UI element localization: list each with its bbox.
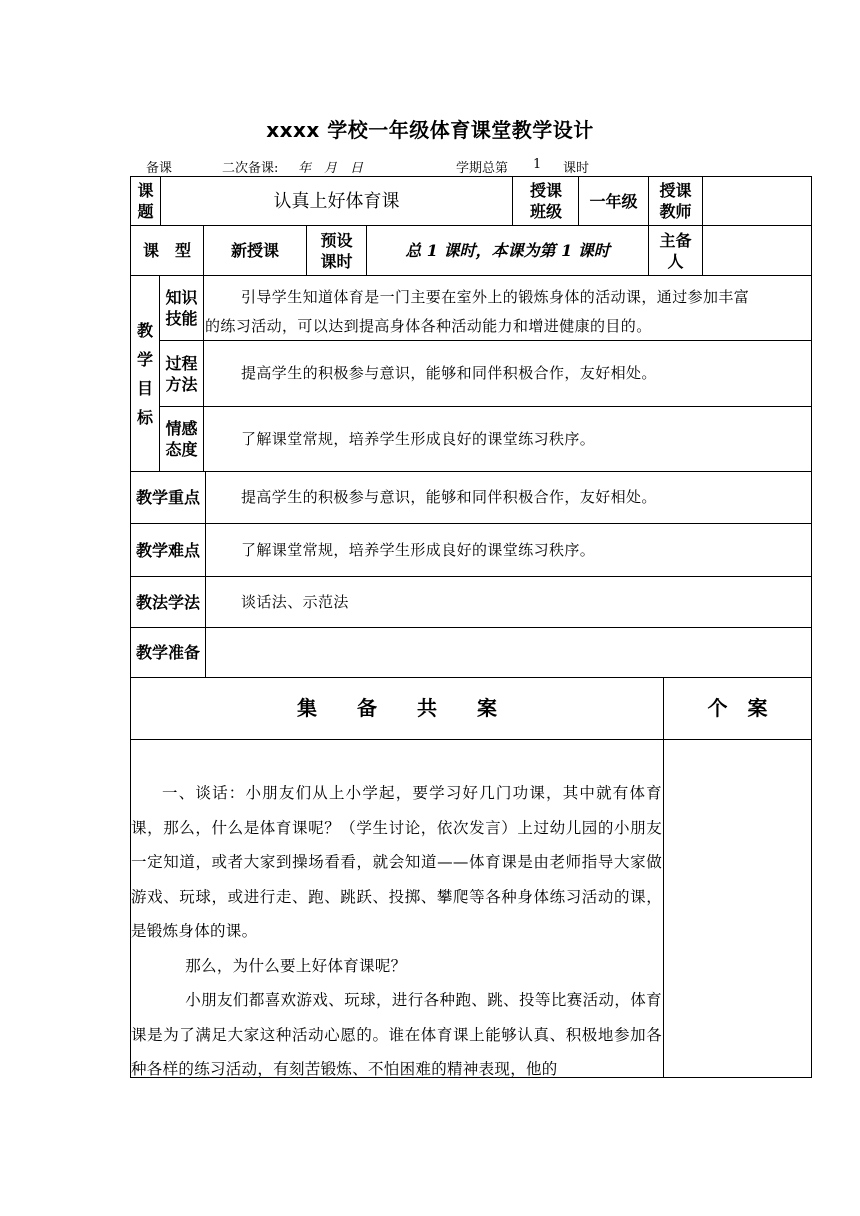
preparation-label: 教学准备 (135, 643, 200, 662)
methods-text: 谈话法、示范法 (241, 592, 349, 611)
goals-label: 教学目标 (137, 320, 154, 427)
body-paragraph-3: 小朋友们都喜欢游戏、玩球，进行各种跑、跳、投等比赛活动，体育课是为了满足大家这种活动心愿的。谁在体育课上能够认真、积极地参加各种各样的练习活动，有刻苦锻炼、不怕困难的精神表现，他的 (131, 991, 662, 1078)
goal-knowledge-label: 知识技能 (165, 288, 198, 328)
lead-label: 主备人 (659, 230, 692, 271)
topic-label: 课题 (137, 181, 154, 221)
hours-value: 总 1 课时，本课为第 1 课时 (405, 241, 610, 260)
second-prep-label: 二次备课: (222, 161, 279, 176)
shared-plan-body (131, 776, 662, 1087)
hours-label: 预设课时 (320, 230, 353, 271)
type-label: 课 型 (142, 241, 191, 260)
key-points-label: 教学重点 (135, 488, 200, 507)
difficulties-label: 教学难点 (135, 540, 200, 560)
lead-value (703, 226, 811, 275)
class-value: 一年级 (589, 191, 638, 211)
term-total-number: 1 (533, 157, 542, 172)
prep-date: 年 月 日 (298, 161, 364, 176)
goal-attitude-text: 了解课堂常规，培养学生形成良好的课堂练习秩序。 (241, 429, 596, 448)
goal-attitude-label: 情感态度 (165, 419, 198, 459)
body-paragraph-2: 那么，为什么要上好体育课呢？ (185, 956, 407, 975)
term-total-label: 学期总第 (456, 161, 509, 176)
goal-knowledge-text-1: 引导学生知道体育是一门主要在室外上的锻炼身体的活动课，通过参加丰富 (241, 288, 750, 306)
goal-process-label: 过程方法 (165, 353, 198, 394)
teacher-label: 授课教师 (659, 181, 692, 221)
goal-knowledge-text-2: 的练习活动，可以达到提高身体各种活动能力和增进健康的目的。 (205, 317, 652, 335)
individual-plan-header: 个 案 (707, 696, 768, 720)
term-unit-label: 课时 (563, 161, 590, 176)
shared-plan-header: 集 备 共 案 (297, 696, 497, 720)
topic-value: 认真上好体育课 (273, 190, 400, 212)
difficulties-text: 了解课堂常规，培养学生形成良好的课堂练习秩序。 (241, 540, 596, 559)
type-value: 新授课 (230, 241, 279, 260)
methods-label: 教法学法 (135, 592, 200, 612)
prep-label: 备课 (146, 161, 173, 176)
page-title: xxxx 学校一年级体育课堂教学设计 (266, 118, 594, 142)
goal-process-text: 提高学生的积极参与意识，能够和同伴积极合作，友好相处。 (241, 364, 657, 382)
body-paragraph-1: 一、谈话：小朋友们从上小学起，要学习好几门功课，其中就有体育课，那么，什么是体育课呢？（学生讨论，依次发言）上过幼儿园的小朋友一定知道，或者大家到操场看看，就会知道——体育课是由老师指导大家做游戏、玩球，或进行走、跑、跳跃、投掷、攀爬等各种身体练习活动的课，是锻炼身体的课。 (131, 784, 662, 940)
class-label: 授课班级 (529, 181, 562, 221)
preparation-text (241, 628, 801, 677)
teacher-value (703, 177, 811, 225)
key-points-text: 提高学生的积极参与意识，能够和同伴积极合作，友好相处。 (241, 488, 657, 506)
